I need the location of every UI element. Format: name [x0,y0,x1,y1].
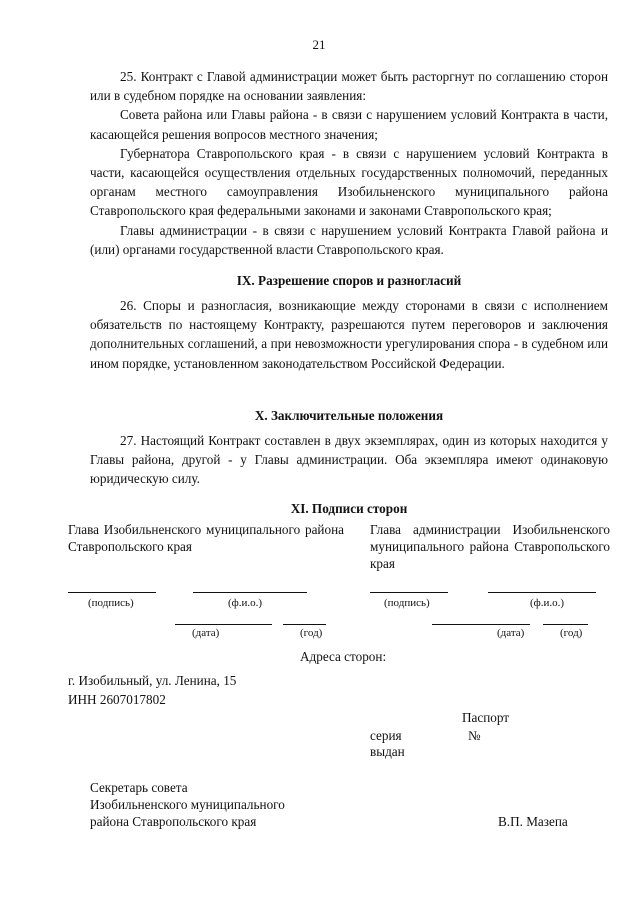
passport-label: Паспорт [462,710,510,725]
secretary-title-1: Секретарь совета [90,780,188,795]
right-signature-label: (подпись) [384,597,430,609]
secretary-name: В.П. Мазепа [498,814,568,829]
termination-block [90,67,608,259]
issued-label: выдан [370,744,405,759]
right-signature-line [370,592,448,593]
left-fio-line [193,592,307,593]
series-label: серия [370,728,402,743]
right-year-line [543,624,588,625]
left-year-line [283,624,326,625]
left-signature-label: (подпись) [88,597,134,609]
left-address: г. Изобильный, ул. Ленина, 15 [68,673,237,688]
left-date-line [175,624,272,625]
number-label: № [468,728,481,743]
secretary-title-3: района Ставропольского края [90,814,257,829]
left-date-label: (дата) [192,627,220,639]
right-year-label: (год) [560,627,583,639]
right-fio-label: (ф.и.о.) [530,597,565,609]
section-ix-title: IX. Разрешение споров и разногласий [236,273,462,288]
paragraph-council: Совета района или Главы района - в связи с нарушением условий Контракта в части, касающейся решения вопросов местного значения; [90,107,608,142]
page-number: 21 [312,37,326,52]
left-fio-label: (ф.и.о.) [228,597,263,609]
secretary-title-2: Изобильненского муниципального [90,797,285,812]
right-date-line [432,624,530,625]
section-x-title: X. Заключительные положения [254,408,444,423]
right-fio-line [488,592,596,593]
paragraph-25: 25. Контракт с Главой администрации может быть расторгнут по соглашению сторон или в судебном порядке на основании заявления: [90,69,608,104]
section-xi-title: XI. Подписи сторон [290,501,408,516]
section-ix-body [90,296,608,373]
paragraph-governor: Губернатора Ставропольского края - в связи с нарушением условий Контракта в части, касающейся осуществления отдельных государственных полномочий, переданных органам местного самоуправления Изобильненского муниципального района Ставропольского края федеральными законами и законами Ставропольского края; [90,145,608,219]
left-year-label: (год) [300,627,323,639]
paragraph-26: 26. Споры и разногласия, возникающие между сторонами в связи с исполнением обязательств по настоящему Контракту, разрешаются путем переговоров и заключения дополнительных соглашений, а при невозможности урегулирования спора - в судебном или ином порядке, установленном законодательством Российской Федерации. [90,298,608,371]
section-x-body [90,431,608,489]
addresses-title: Адреса сторон: [300,649,387,664]
right-party-title: Глава администрации Изобильненского муниципального района Ставропольского края [370,522,610,571]
paragraph-head-admin: Главы администрации - в связи с нарушением условий Контракта Главой района и (или) органами государственной власти Ставропольского края. [90,222,608,257]
right-date-label: (дата) [497,627,525,639]
left-inn: ИНН 2607017802 [68,692,166,707]
left-signature-line [68,592,156,593]
left-party-title: Глава Изобильненского муниципального района Ставропольского края [68,522,344,554]
paragraph-27: 27. Настоящий Контракт составлен в двух экземплярах, один из которых находится у Главы района, другой - у Главы администрации. Оба экземпляра имеют одинаковую юридическую силу. [90,433,608,487]
